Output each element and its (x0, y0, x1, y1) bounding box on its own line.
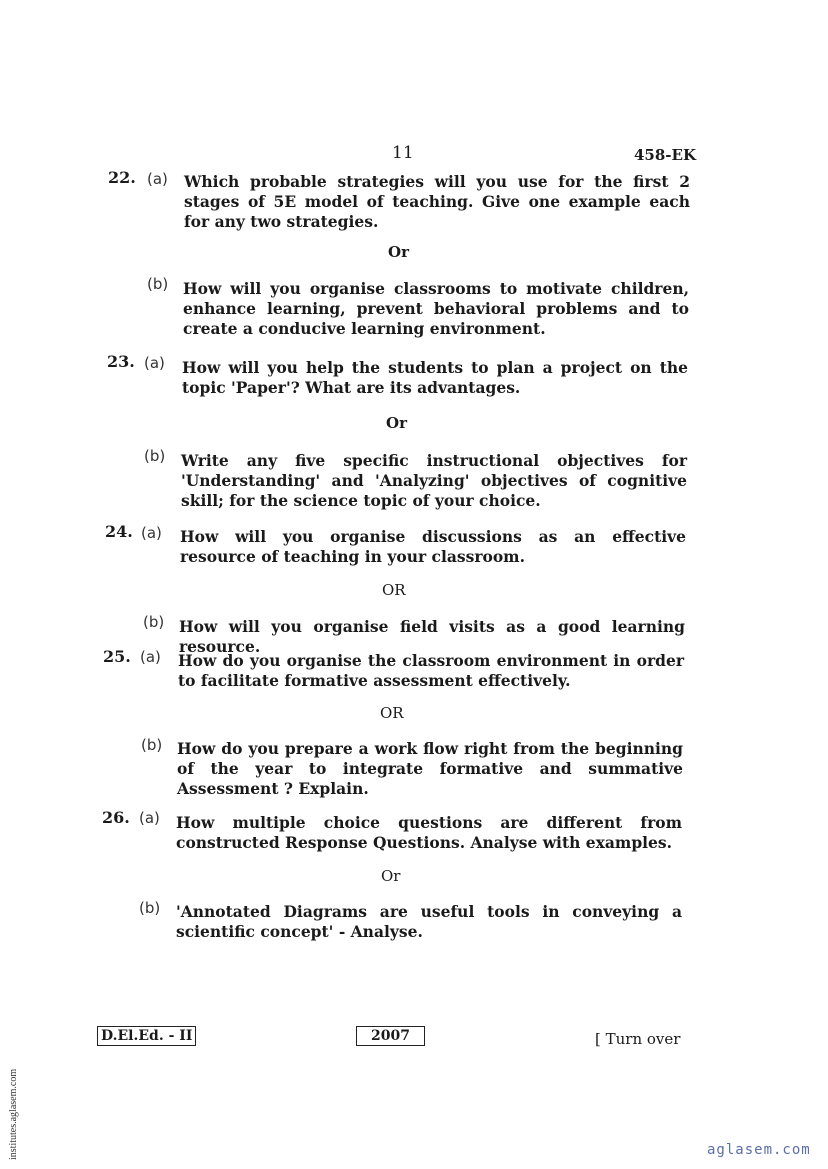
or-separator: Or (381, 867, 401, 885)
question-number: 26. (102, 808, 130, 827)
question-text: How will you organise field visits as a good learning resource. (179, 617, 685, 656)
question-number: 24. (105, 522, 133, 541)
part-label: (b) (139, 899, 161, 917)
question-text: How multiple choice questions are different from constructed Response Questions. Analyse with examples. (176, 813, 682, 852)
or-separator: OR (382, 581, 406, 599)
part-label: (b) (147, 275, 169, 293)
course-label: D.El.Ed. - II (97, 1026, 196, 1046)
part-label: (b) (143, 613, 165, 631)
page-number: 11 (392, 143, 414, 163)
question-text: 'Annotated Diagrams are useful tools in conveying a scientific concept' - Analyse. (176, 902, 682, 941)
side-watermark: institutes.aglasem.com (8, 1068, 19, 1160)
part-label: (a) (139, 809, 160, 827)
part-label: (a) (140, 648, 161, 666)
part-label: (b) (141, 736, 163, 754)
or-separator: Or (388, 243, 409, 261)
part-label: (a) (141, 524, 162, 542)
or-separator: OR (380, 704, 404, 722)
question-text: How will you organise discussions as an effective resource of teaching in your classroom. (180, 527, 686, 566)
part-label: (a) (147, 170, 168, 188)
part-label: (b) (144, 447, 166, 465)
or-separator: Or (386, 414, 407, 432)
question-text: How do you prepare a work flow right from the beginning of the year to integrate formative and summative Assessment ? Explain. (177, 739, 683, 798)
question-text: Which probable strategies will you use for the first 2 stages of 5E model of teaching. Give one example each for any two strategies. (184, 172, 690, 231)
paper-code: 458-EK (634, 146, 697, 164)
question-number: 25. (103, 647, 131, 666)
question-number: 22. (108, 168, 136, 187)
question-number: 23. (107, 352, 135, 371)
turn-over-note: [ Turn over (595, 1030, 681, 1048)
question-text: How will you help the students to plan a project on the topic 'Paper'? What are its advantages. (182, 358, 688, 397)
brand-watermark[interactable]: aglasem.com (707, 1142, 811, 1158)
year-code: 2007 (356, 1026, 425, 1046)
part-label: (a) (144, 354, 165, 372)
question-text: How do you organise the classroom environment in order to facilitate formative assessment effectively. (178, 651, 684, 690)
question-text: Write any five specific instructional objectives for 'Understanding' and 'Analyzing' objectives of cognitive skill; for the science topic of your choice. (181, 451, 687, 510)
question-text: How will you organise classrooms to motivate children, enhance learning, prevent behavioral problems and to create a conducive learning environment. (183, 279, 689, 338)
